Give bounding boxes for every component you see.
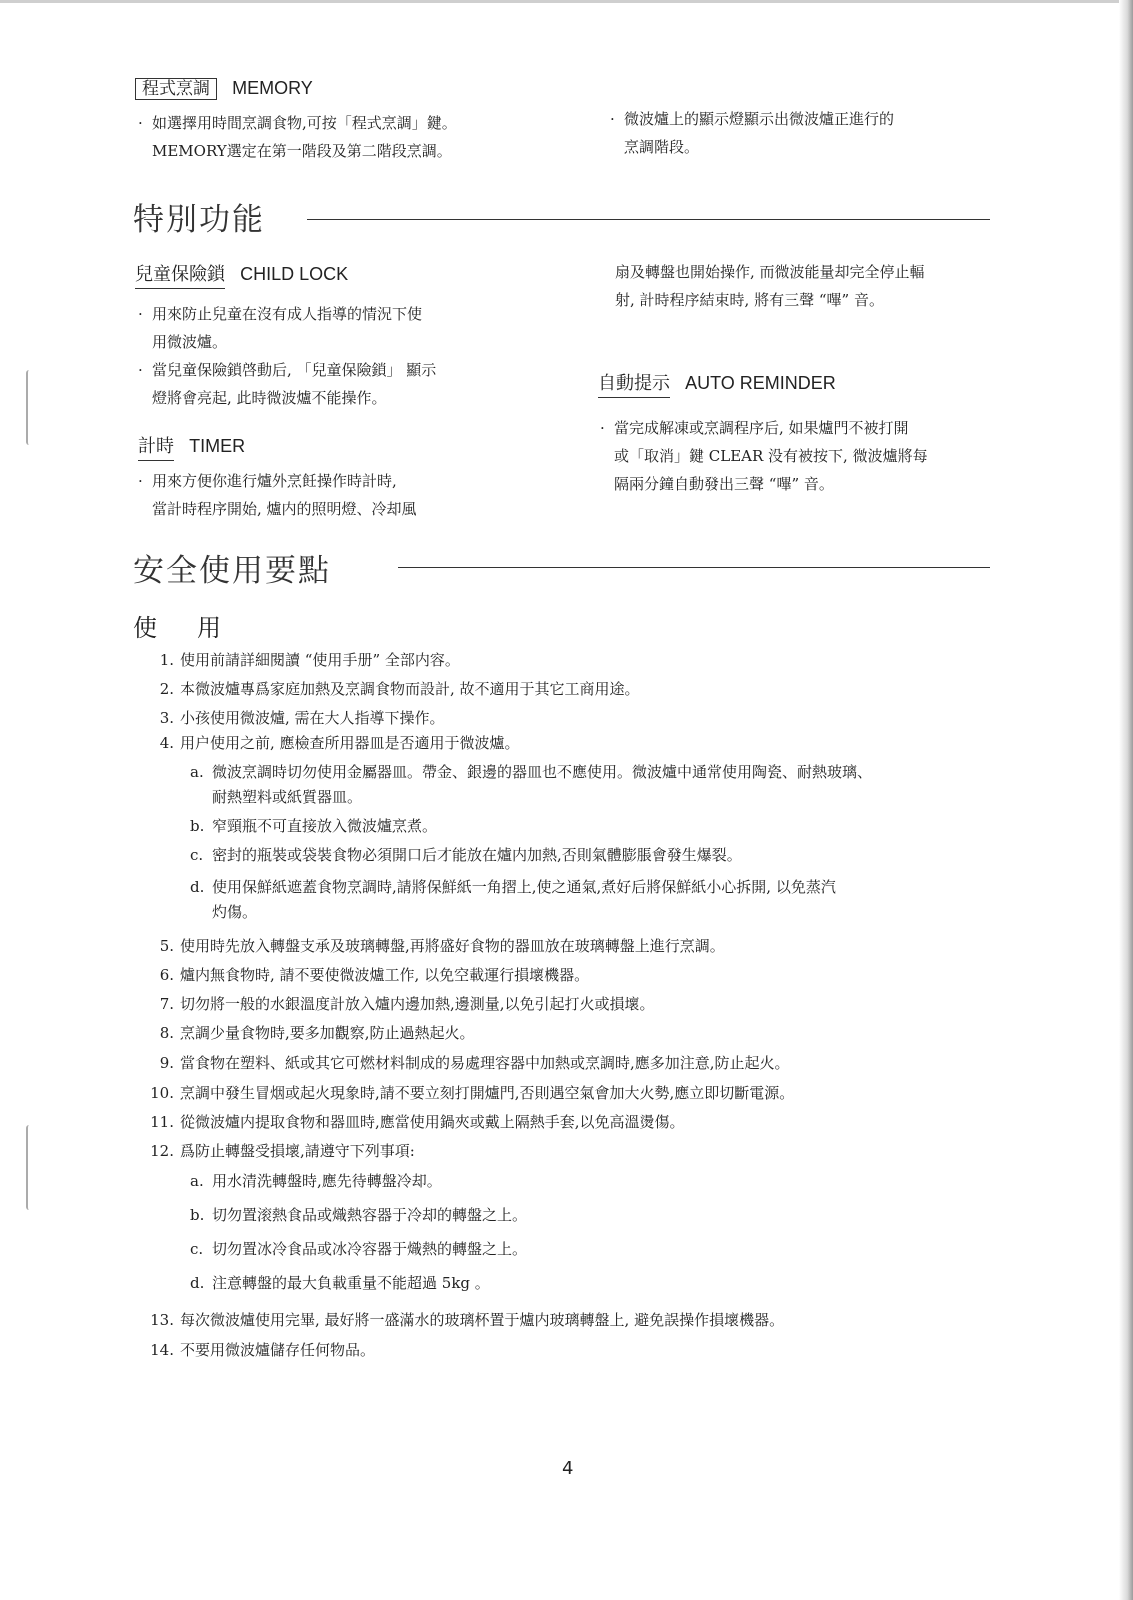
memory-label-en: MEMORY bbox=[232, 78, 313, 98]
sub-list-item: d. 注意轉盤的最大負載重量不能超過 5kg 。 bbox=[190, 1274, 490, 1292]
list-item: 5. 使用時先放入轉盤支承及玻璃轉盤,再將盛好食物的器皿放在玻璃轉盤上進行烹調。 bbox=[159, 937, 725, 955]
list-item: 14. 不要用微波爐儲存任何物品。 bbox=[150, 1341, 376, 1359]
list-item: 11. 從微波爐内提取食物和器皿時,應當使用鍋夾或戴上隔熱手套,以免高溫燙傷。 bbox=[150, 1113, 685, 1131]
memory-line: 微波爐上的顯示燈顯示出微波爐正進行的 bbox=[624, 110, 895, 128]
timer-line: 用來方便你進行爐外烹飪操作時計時, bbox=[152, 472, 397, 490]
child-lock-label-en: CHILD LOCK bbox=[240, 264, 349, 284]
timer-line: 扇及轉盤也開始操作, 而微波能量却完全停止輻 bbox=[615, 263, 925, 281]
list-item: 3. 小孩使用微波爐, 需在大人指導下操作。 bbox=[159, 709, 445, 727]
sub-list-item: d. 使用保鮮紙遮蓋食物烹調時,請將保鮮紙一角摺上,使之通氣,煮好后將保鮮紙小心拆開, 以免蒸汽 bbox=[190, 878, 836, 896]
list-item: 12. 爲防止轉盤受損壞,請遵守下列事項: bbox=[150, 1142, 415, 1160]
child-lock-line: 用微波爐。 bbox=[152, 333, 228, 351]
page-number: 4 bbox=[562, 1458, 574, 1479]
memory-line: 烹調階段。 bbox=[624, 138, 700, 156]
auto-reminder-line: 隔兩分鐘自動發出三聲 “嗶” 音。 bbox=[614, 475, 834, 493]
memory-left-text: · 如選擇用時間烹調食物,可按「程式烹調」鍵。 MEMORY選定在第一階段及第二階段烹調。 bbox=[138, 114, 457, 160]
child-lock-line: 當兒童保險鎖啓動后, 「兒童保險鎖」 顯示 bbox=[152, 361, 437, 379]
auto-reminder-heading bbox=[598, 369, 836, 395]
timer-label-zh: 計時 bbox=[138, 436, 174, 461]
list-item: 9. 當食物在塑料、紙或其它可燃材料制成的易處理容器中加熱或烹調時,應多加注意,防止起火。 bbox=[159, 1054, 790, 1072]
list-item: 2. 本微波爐專爲家庭加熱及烹調食物而設計, 故不適用于其它工商用途。 bbox=[159, 680, 640, 698]
section-rule bbox=[398, 567, 990, 568]
child-lock-label-zh: 兒童保險鎖 bbox=[135, 264, 225, 289]
section-rule bbox=[307, 219, 990, 220]
list-item: 8. 烹調少量食物時,要多加觀察,防止過熱起火。 bbox=[159, 1024, 475, 1042]
use-subtitle: 使用 bbox=[133, 614, 261, 642]
sub-list-item-cont: 耐熱塑料或紙質器皿。 bbox=[212, 788, 363, 806]
child-lock-line: 用來防止兒童在沒有成人指導的情況下使 bbox=[152, 305, 423, 323]
memory-line: MEMORY選定在第一階段及第二階段烹調。 bbox=[152, 142, 452, 160]
auto-reminder-line: 或「取消」鍵 CLEAR 没有被按下, 微波爐將每 bbox=[614, 447, 928, 465]
timer-heading bbox=[138, 432, 245, 458]
child-lock-line: 燈將會亮起, 此時微波爐不能操作。 bbox=[152, 389, 387, 407]
auto-reminder-line: 當完成解凍或烹調程序后, 如果爐門不被打開 bbox=[614, 419, 909, 437]
timer-continued-text bbox=[615, 258, 995, 314]
timer-label-en: TIMER bbox=[189, 436, 246, 456]
sub-list-item: b. 窄頸瓶不可直接放入微波爐烹煮。 bbox=[190, 817, 438, 835]
memory-heading bbox=[135, 78, 313, 100]
sub-list-item: a. 用水清洗轉盤時,應先待轉盤冷却。 bbox=[190, 1172, 442, 1190]
auto-reminder-text: · 當完成解凍或烹調程序后, 如果爐門不被打開 或「取消」鍵 CLEAR 没有被按下, 微波爐將每 隔兩分鐘自動發出三聲 “嗶” 音。 bbox=[600, 419, 928, 493]
memory-right-text: · 微波爐上的顯示燈顯示出微波爐正進行的 烹調階段。 bbox=[610, 110, 895, 156]
list-item: 7. 切勿將一般的水銀溫度計放入爐内邊加熱,邊測量,以免引起打火或損壞。 bbox=[159, 995, 655, 1013]
sub-list-item: c. 切勿置冰冷食品或冰冷容器于熾熱的轉盤之上。 bbox=[190, 1240, 528, 1258]
list-item: 6. 爐内無食物時, 請不要使微波爐工作, 以免空載運行損壞機器。 bbox=[159, 966, 590, 984]
sub-list-item: c. 密封的瓶裝或袋裝食物必須開口后才能放在爐内加熱,否則氣體膨脹會發生爆裂。 bbox=[190, 846, 742, 864]
sub-list-item: b. 切勿置滚熱食品或熾熱容器于冷却的轉盤之上。 bbox=[190, 1206, 528, 1224]
list-item: 13. 每次微波爐使用完畢, 最好將一盛滿水的玻璃杯置于爐内玻璃轉盤上, 避免誤操作損壞機器。 bbox=[150, 1311, 785, 1329]
list-item: 1. 使用前請詳細閱讀 “使用手册” 全部内容。 bbox=[159, 651, 460, 669]
memory-line: 如選擇用時間烹調食物,可按「程式烹調」鍵。 bbox=[152, 114, 457, 132]
timer-text: · 用來方便你進行爐外烹飪操作時計時, 當計時程序開始, 爐内的照明燈、冷却風 bbox=[138, 472, 417, 518]
auto-reminder-label-zh: 自動提示 bbox=[598, 373, 670, 398]
timer-line: 當計時程序開始, 爐内的照明燈、冷却風 bbox=[152, 500, 417, 518]
scan-mark bbox=[26, 1125, 34, 1210]
timer-line: 射, 計時程序結束時, 將有三聲 “嗶” 音。 bbox=[615, 291, 884, 309]
sub-list-item: a. 微波烹調時切勿使用金屬器皿。帶金、銀邊的器皿也不應使用。微波爐中通常使用陶瓷、耐熱玻璃、 bbox=[190, 763, 873, 781]
memory-label-zh: 程式烹調 bbox=[135, 78, 217, 100]
scan-mark bbox=[26, 370, 34, 445]
safety-section-title: 安全使用要點 bbox=[133, 553, 331, 589]
special-section-title: 特別功能 bbox=[133, 202, 265, 238]
child-lock-text: · 用來防止兒童在沒有成人指導的情況下使 用微波爐。 · 當兒童保險鎖啓動后, 「兒童保險鎖」 顯示 燈將會亮起, 此時微波爐不能操作。 bbox=[138, 305, 437, 407]
page-right-edge bbox=[1119, 0, 1133, 1600]
child-lock-heading bbox=[135, 260, 348, 286]
list-item: 10. 烹調中發生冒烟或起火現象時,請不要立刻打開爐門,否則遇空氣會加大火勢,應立即切斷電源。 bbox=[150, 1084, 795, 1102]
sub-list-item-cont: 灼傷。 bbox=[212, 903, 258, 921]
safety-list bbox=[150, 650, 1010, 1369]
page-top-edge bbox=[0, 0, 1133, 3]
auto-reminder-label-en: AUTO REMINDER bbox=[685, 373, 836, 393]
list-item: 4. 用户使用之前, 應檢查所用器皿是否適用于微波爐。 bbox=[159, 734, 520, 752]
